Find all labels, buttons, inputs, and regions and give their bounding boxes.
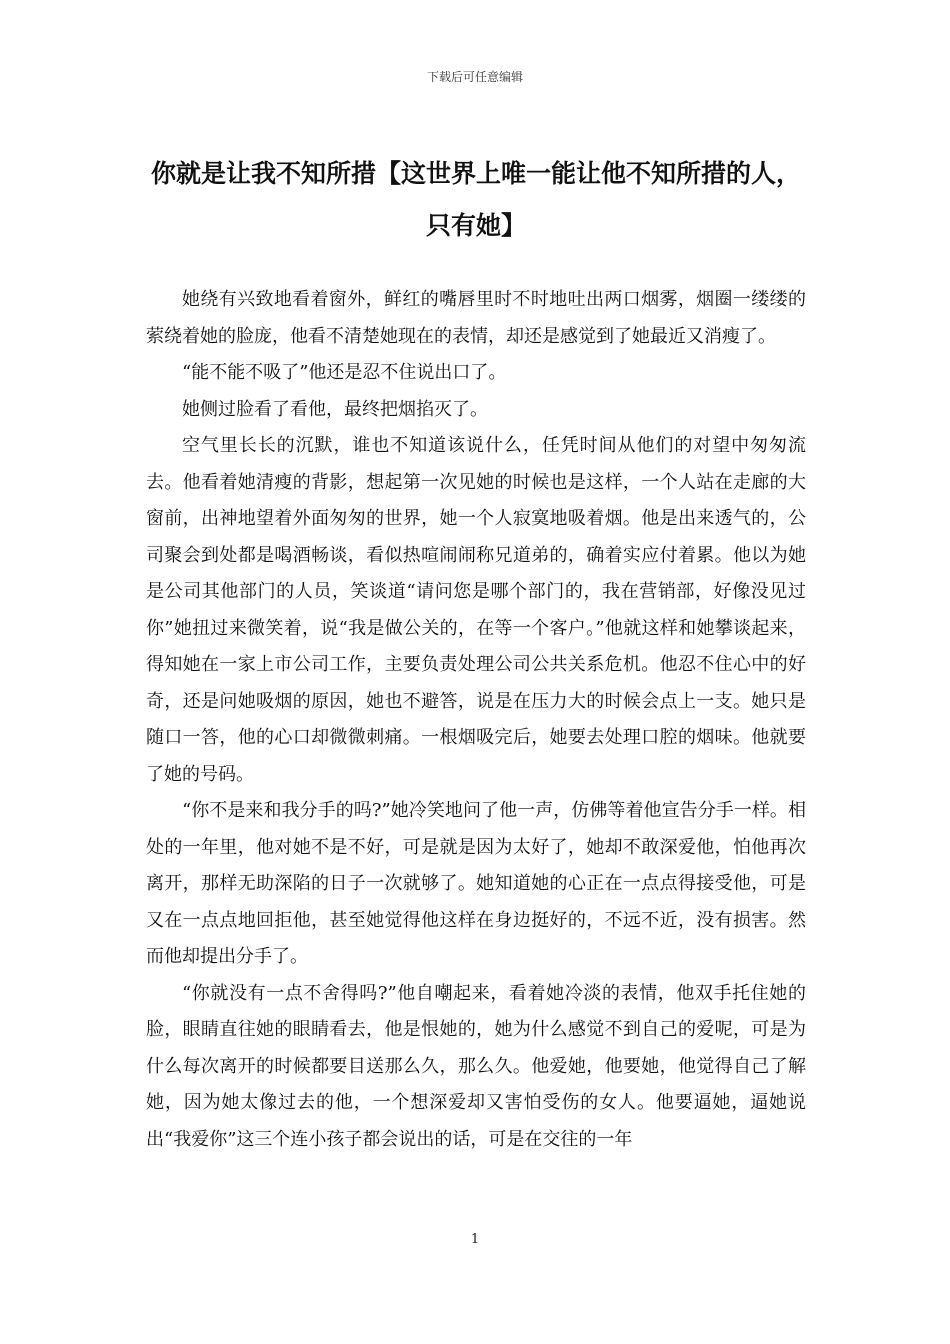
document-title: 你就是让我不知所措【这世界上唯一能让他不知所措的人，只有她】 xyxy=(150,159,801,240)
page-number: 1 xyxy=(470,1232,480,1247)
document-body xyxy=(146,282,806,1158)
paragraph-5: “你不是来和我分手的吗?”她冷笑地问了他一声，仿佛等着他宣告分手一样。相处的一年里，他对她不是不好，可是就是因为太好了，她却不敢深爱他，怕他再次离开，那样无助深陷的日子一次就够了。她知道她的心正在一点点得接受他，可是又在一点点地回拒他，甚至她觉得他这样在身边挺好的，不远不近，没有损害。然而他却提出分手了。 xyxy=(146,800,806,967)
paragraph-3: 她侧过脸看了看他，最终把烟掐灭了。 xyxy=(182,398,488,420)
paragraph-4: 空气里长长的沉默，谁也不知道该说什么，任凭时间从他们的对望中匆匆流去。他看着她清瘦的背影，想起第一次见她的时候也是这样，一个人站在走廊的大窗前，出神地望着外面匆匆的世界，她一个人寂寞地吸着烟。他是出来透气的，公司聚会到处都是喝酒畅谈，看似热喧闹闹称兄道弟的，确着实应付着累。他以为她是公司其他部门的人员，笑谈道“请问您是哪个部门的，我在营销部，好像没见过你”她扭过来微笑着，说“我是做公关的，在等一个客户。”他就这样和她攀谈起来，得知她在一家上市公司工作，主要负责处理公司公共关系危机。他忍不住心中的好奇，还是问她吸烟的原因，她也不避答，说是在压力大的时候会点上一支。她只是随口一答，他的心口却微微刺痛。一根烟吸完后，她要去处理口腔的烟味。他就要了她的号码。 xyxy=(146,435,806,785)
paragraph-2: “能不能不吸了”他还是忍不住说出口了。 xyxy=(182,362,507,383)
paragraph-6: “你就没有一点不舍得吗?”他自嘲起来，看着她冷淡的表情，他双手托住她的脸，眼睛直往她的眼睛看去，他是恨她的，她为什么感觉不到自己的爱呢，可是为什么每次离开的时候都要目送那么久，那么久。他爱她，他要她，他觉得自己了解她，因为她太像过去的他，一个想深爱却又害怕受伤的女人。他要逼她，逼她说出“我爱你”这三个连小孩子都会说出的话，可是在交往的一年 xyxy=(146,982,806,1150)
download-note: 下载后可任意编辑 xyxy=(426,70,523,84)
paragraph-1: 她绕有兴致地看着窗外，鲜红的嘴唇里时不时地吐出两口烟雾，烟圈一缕缕的萦绕着她的脸庞，他看不清楚她现在的表情，却还是感觉到了她最近又消瘦了。 xyxy=(146,289,806,347)
